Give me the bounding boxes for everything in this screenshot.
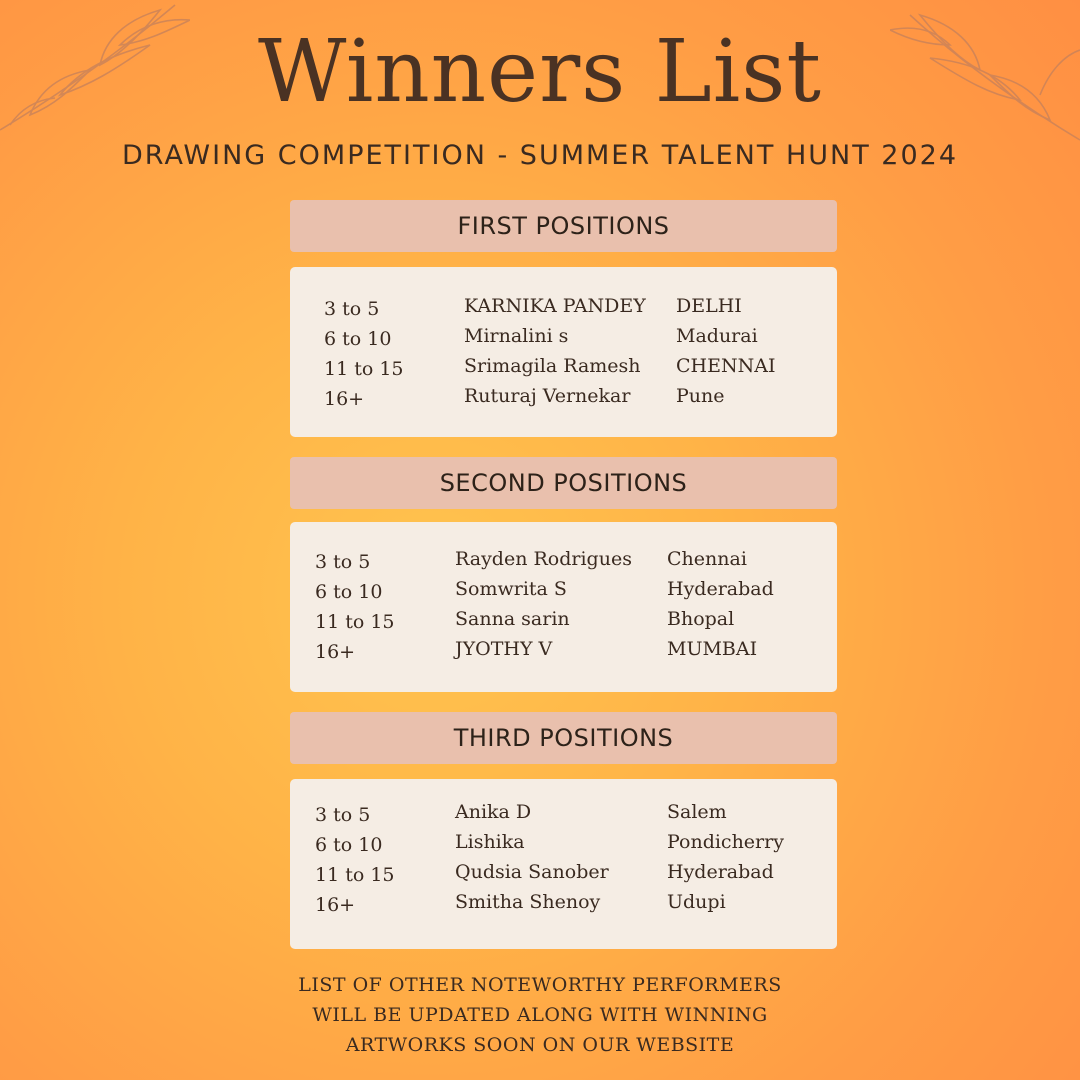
winners-card-second (290, 522, 837, 692)
age-group: 3 to 5 (324, 298, 380, 320)
table-row (315, 544, 837, 574)
winners-card-third (290, 779, 837, 949)
age-group: 11 to 15 (315, 864, 395, 886)
table-row (315, 887, 837, 917)
table-row (324, 291, 837, 321)
winner-city: CHENNAI (676, 355, 776, 377)
table-row (324, 321, 837, 351)
winner-name: Lishika (455, 831, 525, 853)
winner-name: Rayden Rodrigues (455, 548, 632, 570)
winner-name: Somwrita S (455, 578, 567, 600)
table-row (324, 351, 837, 381)
table-row (315, 574, 837, 604)
winner-name: JYOTHY V (455, 638, 553, 660)
footer-line: WILL BE UPDATED ALONG WITH WINNING (312, 1004, 768, 1026)
table-row (315, 857, 837, 887)
age-group: 3 to 5 (315, 804, 371, 826)
age-group: 16+ (315, 641, 356, 663)
age-group: 16+ (315, 894, 356, 916)
winner-city: Pune (676, 385, 725, 407)
table-row (315, 827, 837, 857)
table-row (315, 604, 837, 634)
winner-name: Qudsia Sanober (455, 861, 609, 883)
winner-city: Chennai (667, 548, 747, 570)
page-title: Winners List (258, 22, 822, 122)
winner-name: Mirnalini s (464, 325, 569, 347)
winner-city: Udupi (667, 891, 726, 913)
table-row (315, 634, 837, 664)
section-heading-first: FIRST POSITIONS (290, 200, 837, 252)
footer-line: LIST OF OTHER NOTEWORTHY PERFORMERS (298, 974, 782, 996)
winner-name: Ruturaj Vernekar (464, 385, 631, 407)
section-heading-third: THIRD POSITIONS (290, 712, 837, 764)
footer-note (0, 970, 1080, 1060)
age-group: 6 to 10 (324, 328, 392, 350)
age-group: 16+ (324, 388, 365, 410)
page-subtitle: DRAWING COMPETITION - SUMMER TALENT HUNT 2024 (121, 140, 958, 171)
winners-card-first (290, 267, 837, 437)
age-group: 11 to 15 (324, 358, 404, 380)
winner-name: Sanna sarin (455, 608, 570, 630)
age-group: 11 to 15 (315, 611, 395, 633)
winner-name: Anika D (455, 801, 532, 823)
winner-name: KARNIKA PANDEY (464, 295, 646, 317)
section-heading-second: SECOND POSITIONS (290, 457, 837, 509)
winner-city: Salem (667, 801, 727, 823)
footer-line: ARTWORKS SOON ON OUR WEBSITE (345, 1034, 735, 1056)
winner-city: Pondicherry (667, 831, 784, 853)
age-group: 3 to 5 (315, 551, 371, 573)
winner-name: Srimagila Ramesh (464, 355, 641, 377)
winner-name: Smitha Shenoy (455, 891, 601, 913)
winner-city: Hyderabad (667, 578, 774, 600)
age-group: 6 to 10 (315, 834, 383, 856)
winner-city: Hyderabad (667, 861, 774, 883)
winner-city: MUMBAI (667, 638, 758, 660)
winner-city: DELHI (676, 295, 742, 317)
winner-city: Bhopal (667, 608, 735, 630)
age-group: 6 to 10 (315, 581, 383, 603)
winner-city: Madurai (676, 325, 758, 347)
table-row (324, 381, 837, 411)
table-row (315, 797, 837, 827)
